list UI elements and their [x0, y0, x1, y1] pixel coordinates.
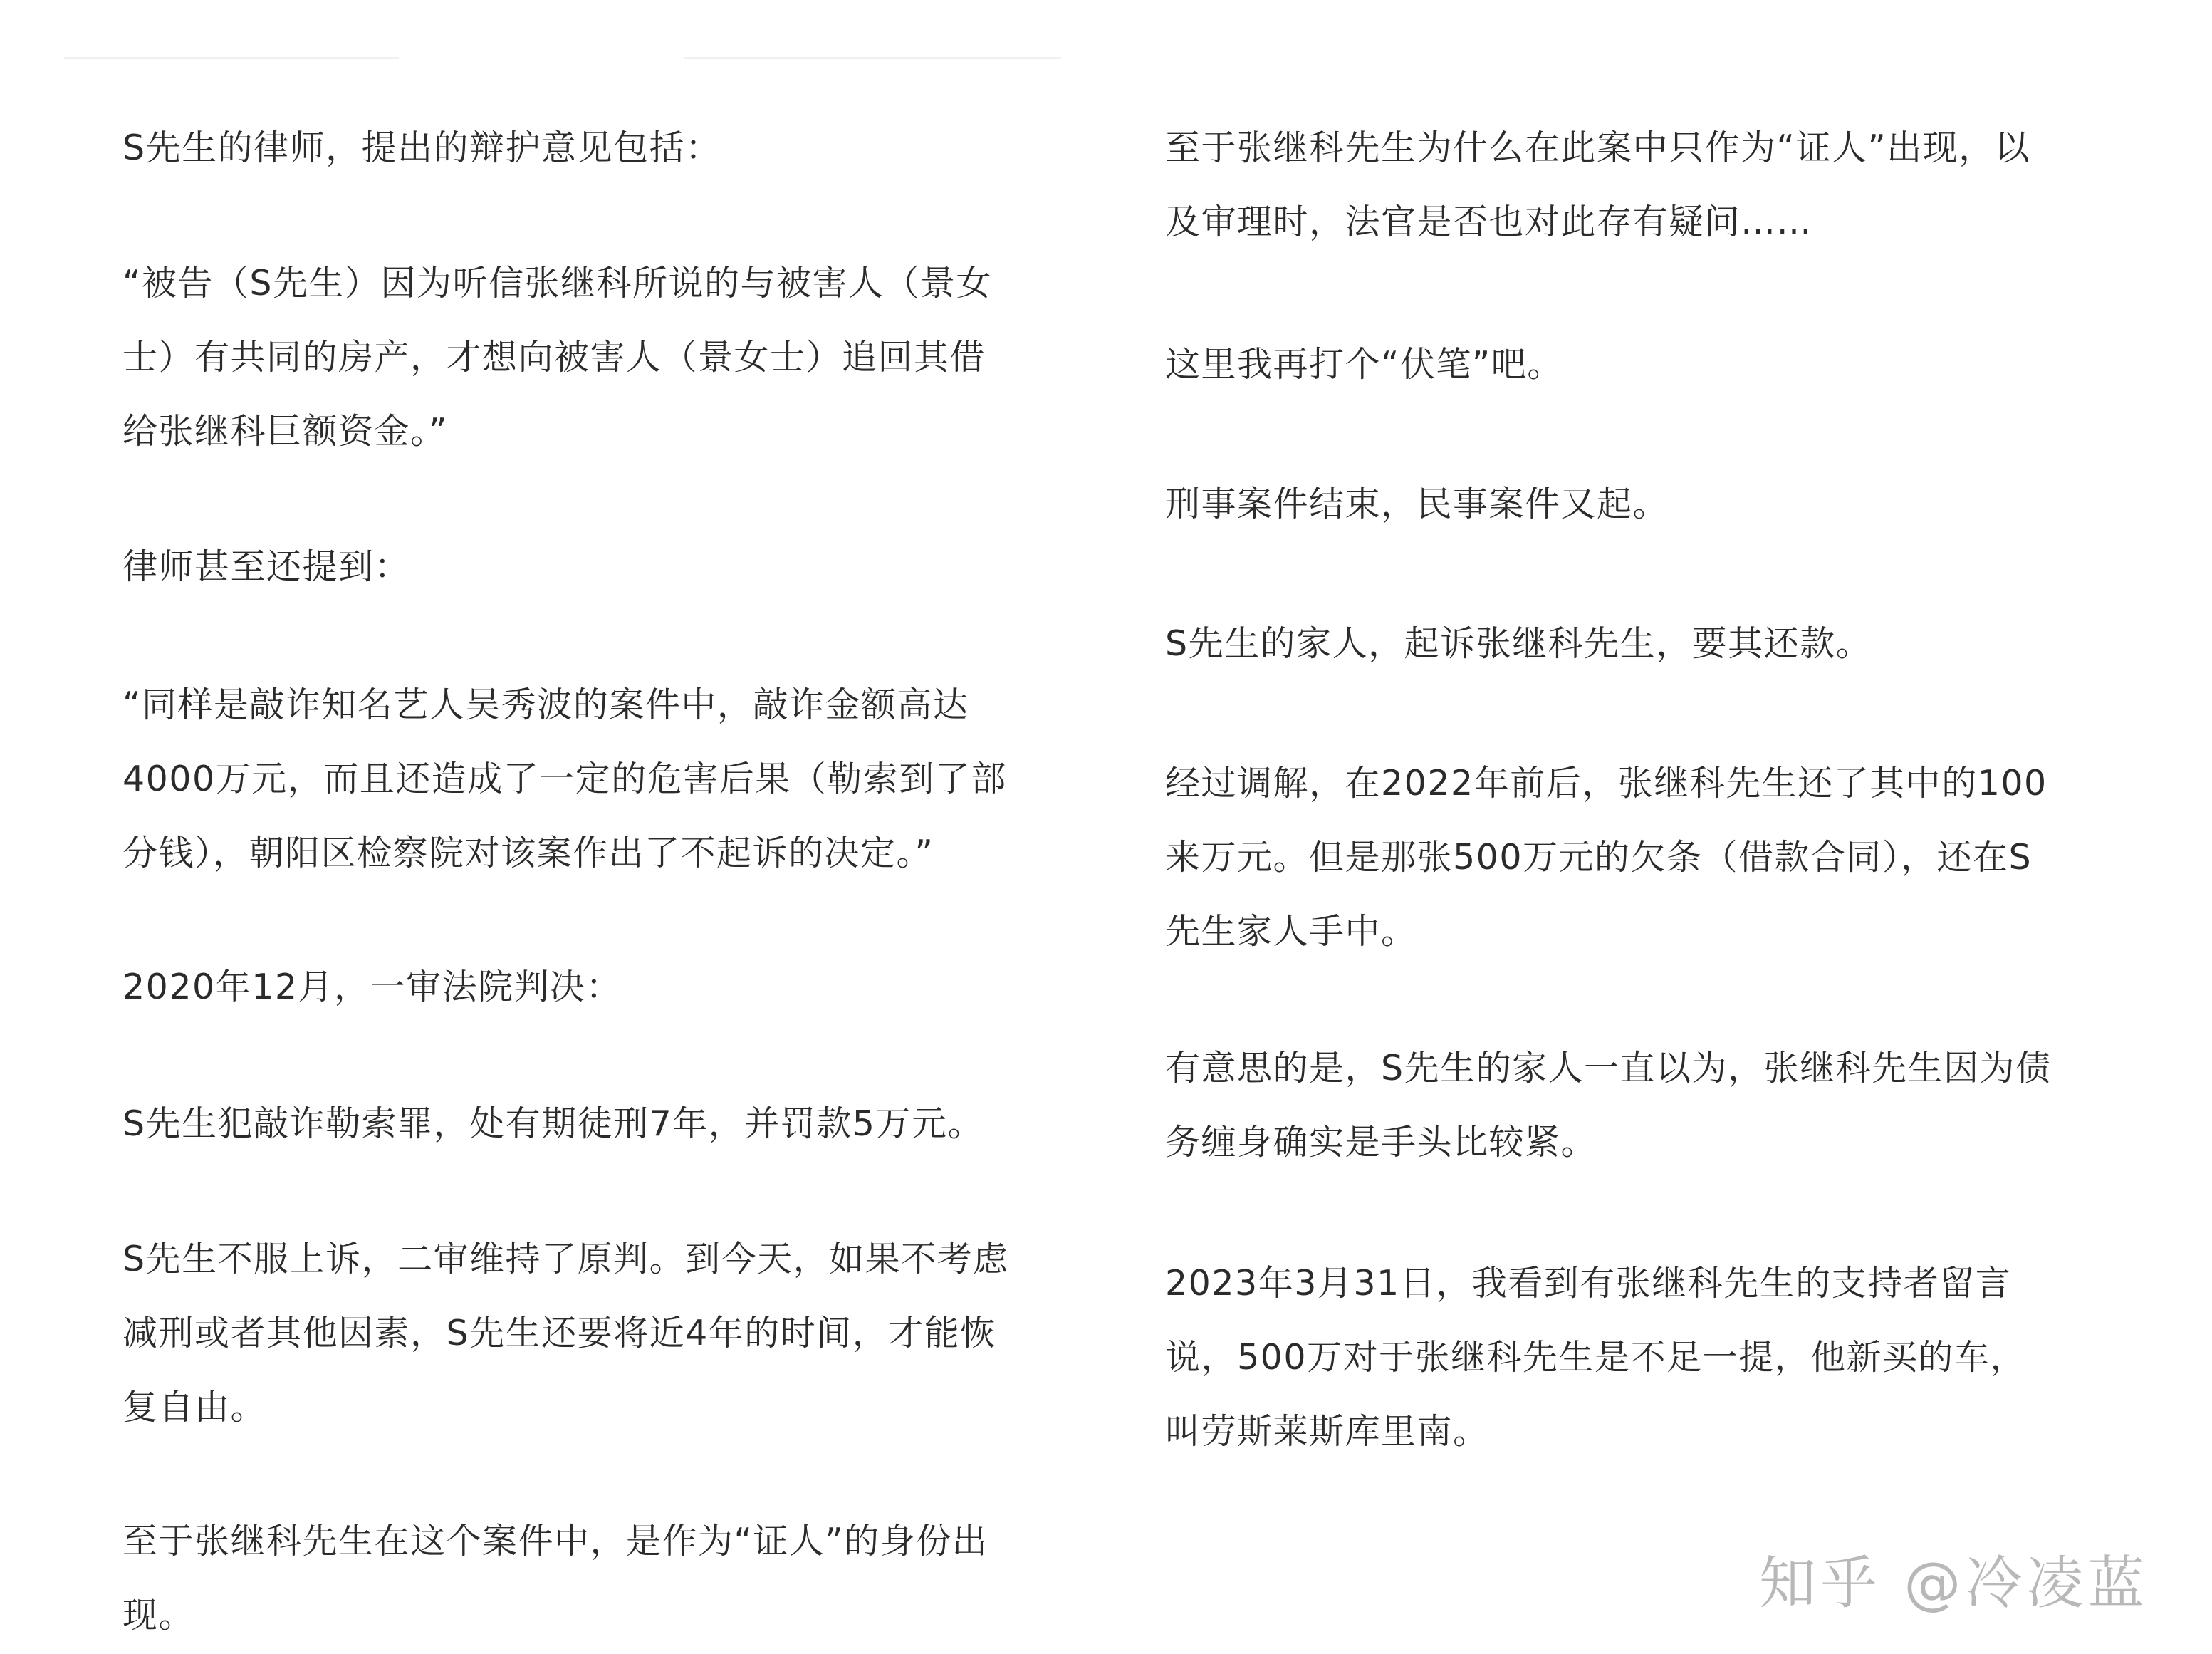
paragraph-rolls-royce: 2023年3月31日，我看到有张继科先生的支持者留言 说，500万对于张继科先生是不足一提，他新买的车， 叫劳斯莱斯库里南。	[1165, 1263, 2027, 1452]
paragraph-verdict: S先生犯敲诈勒索罪，处有期徒刑7年，并罚款5万元。	[122, 1103, 984, 1144]
paragraph-appeal: S先生不服上诉，二审维持了原判。到今天，如果不考虑 减刑或者其他因素，S先生还要将近4年的时间，才能恢 复自由。	[122, 1239, 1009, 1427]
paragraph-lawyer-defense-intro: S先生的律师，提出的辩护意见包括：	[122, 128, 721, 168]
paragraph-foreshadow: 这里我再打个“伏笔”吧。	[1165, 344, 1563, 385]
paragraph-witness-role: 至于张继科先生在这个案件中，是作为“证人”的身份出 现。	[122, 1521, 988, 1635]
paragraph-family-sues: S先生的家人，起诉张继科先生，要其还款。	[1165, 623, 1872, 664]
top-divider-left	[64, 57, 399, 59]
top-divider-right	[684, 57, 1061, 59]
paragraph-wu-xiubo-quote: “同样是敲诈知名艺人吴秀波的案件中，敲诈金额高达 4000万元，而且还造成了一定的危害后果（勒索到了部 分钱），朝阳区检察院对该案作出了不起诉的决定。”	[122, 685, 1007, 873]
paragraph-family-belief: 有意思的是，S先生的家人一直以为，张继科先生因为债 务缠身确实是手头比较紧。	[1165, 1048, 2052, 1163]
paragraph-first-instance-date: 2020年12月，一审法院判决：	[122, 967, 622, 1007]
zhihu-watermark: 知乎 @冷凌蓝	[1759, 1550, 2149, 1616]
paragraph-lawyer-also-mentioned: 律师甚至还提到：	[122, 546, 411, 587]
paragraph-why-witness: 至于张继科先生为什么在此案中只作为“证人”出现，以 及审理时，法官是否也对此存有疑问……	[1165, 128, 2031, 242]
paragraph-mediation: 经过调解，在2022年前后，张继科先生还了其中的100 来万元。但是那张500万元的欠条（借款合同），还在S 先生家人手中。	[1165, 763, 2047, 952]
paragraph-defense-quote: “被告（S先生）因为听信张继科所说的与被害人（景女 士）有共同的房产，才想向被害人（景女士）追回其借 给张继科巨额资金。”	[122, 263, 992, 452]
paragraph-civil-case: 刑事案件结束，民事案件又起。	[1165, 484, 1669, 524]
